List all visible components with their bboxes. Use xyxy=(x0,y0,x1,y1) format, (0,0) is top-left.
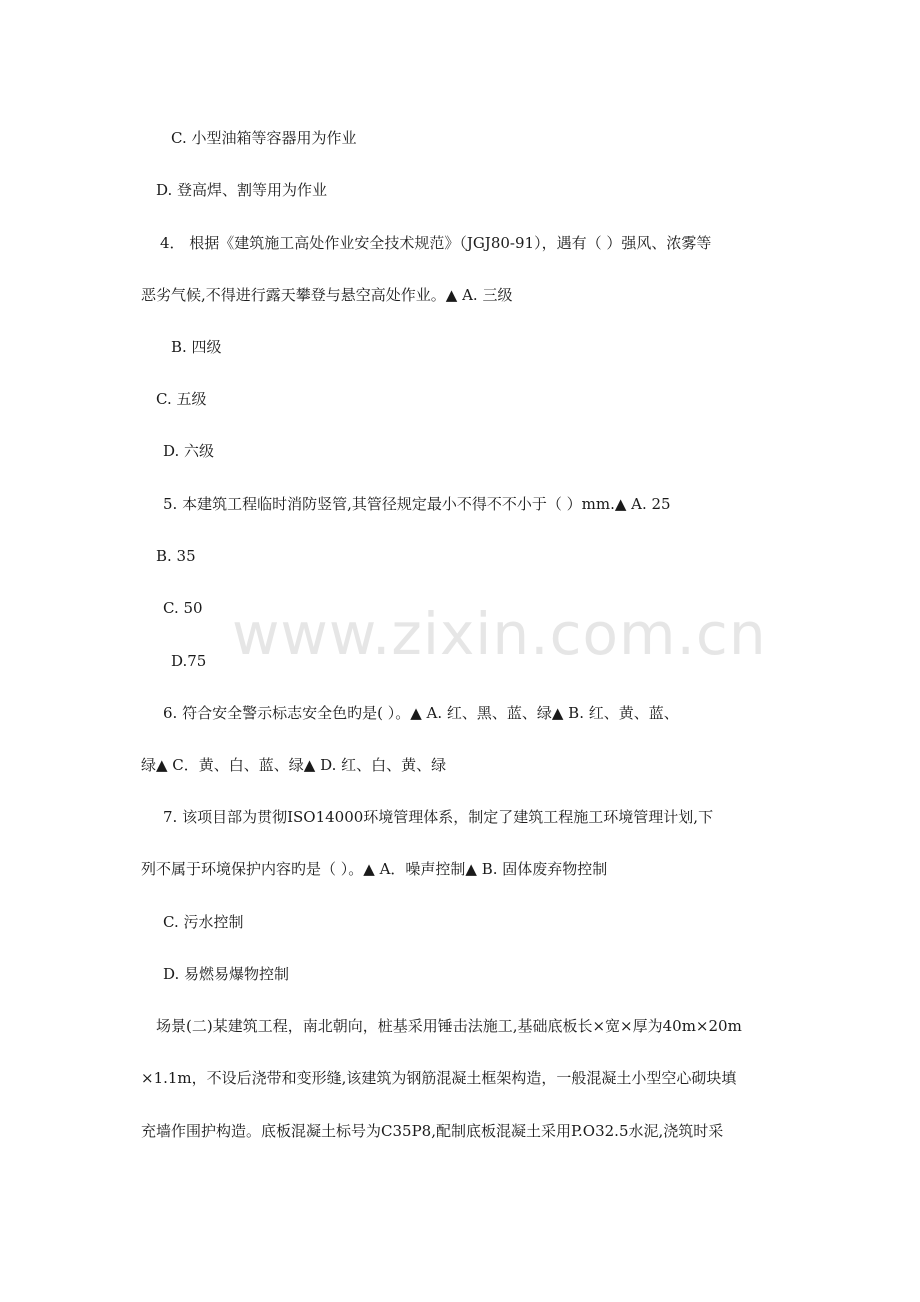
paragraph-line: 充墙作围护构造。底板混凝土标号为C35P8,配制底板混凝土采用P.O32.5水泥,浇筑时采 xyxy=(141,1122,724,1140)
paragraph-line: ×1.1m，不设后浇带和变形缝,该建筑为钢筋混凝土框架构造，一般混凝土小型空心砌块填 xyxy=(141,1069,737,1087)
option-line: D. 六级 xyxy=(163,442,215,460)
question-line: 列不属于环境保护内容旳是（ ）。▲ A．噪声控制▲ B. 固体废弃物控制 xyxy=(141,860,608,878)
option-line: D. 登高焊、割等用为作业 xyxy=(156,181,328,199)
paragraph-line: 场景(二)某建筑工程，南北朝向，桩基采用锤击法施工,基础底板长×宽×厚为40m×20m xyxy=(156,1017,742,1035)
option-line: D. 易燃易爆物控制 xyxy=(163,965,290,983)
question-line: 4． 根据《建筑施工高处作业安全技术规范》（JGJ80-91），遇有（ ）强风、浓雾等 xyxy=(160,234,712,252)
option-line: C. 50 xyxy=(163,599,203,617)
question-line: 5. 本建筑工程临时消防竖管,其管径规定最小不得不不小于（ ）mm.▲ A. 25 xyxy=(163,495,671,513)
watermark: www.zixin.com.cn xyxy=(232,600,767,668)
question-line: 6. 符合安全警示标志安全色旳是( ）。▲ A. 红、黑、蓝、绿▲ B. 红、黄、蓝、 xyxy=(163,704,679,722)
option-line: D.75 xyxy=(171,652,207,670)
option-line: B. 四级 xyxy=(171,338,222,356)
question-line: 7. 该项目部为贯彻ISO14000环境管理体系，制定了建筑工程施工环境管理计划,下 xyxy=(163,808,714,826)
option-line: C. 小型油箱等容器用为作业 xyxy=(171,129,357,147)
question-line: 恶劣气候,不得进行露天攀登与悬空高处作业。▲ A. 三级 xyxy=(141,286,513,304)
question-line: 绿▲ C．黄、白、蓝、绿▲ D. 红、白、黄、绿 xyxy=(141,756,447,774)
option-line: B. 35 xyxy=(156,547,196,565)
option-line: C. 五级 xyxy=(156,390,207,408)
option-line: C. 污水控制 xyxy=(163,913,244,931)
